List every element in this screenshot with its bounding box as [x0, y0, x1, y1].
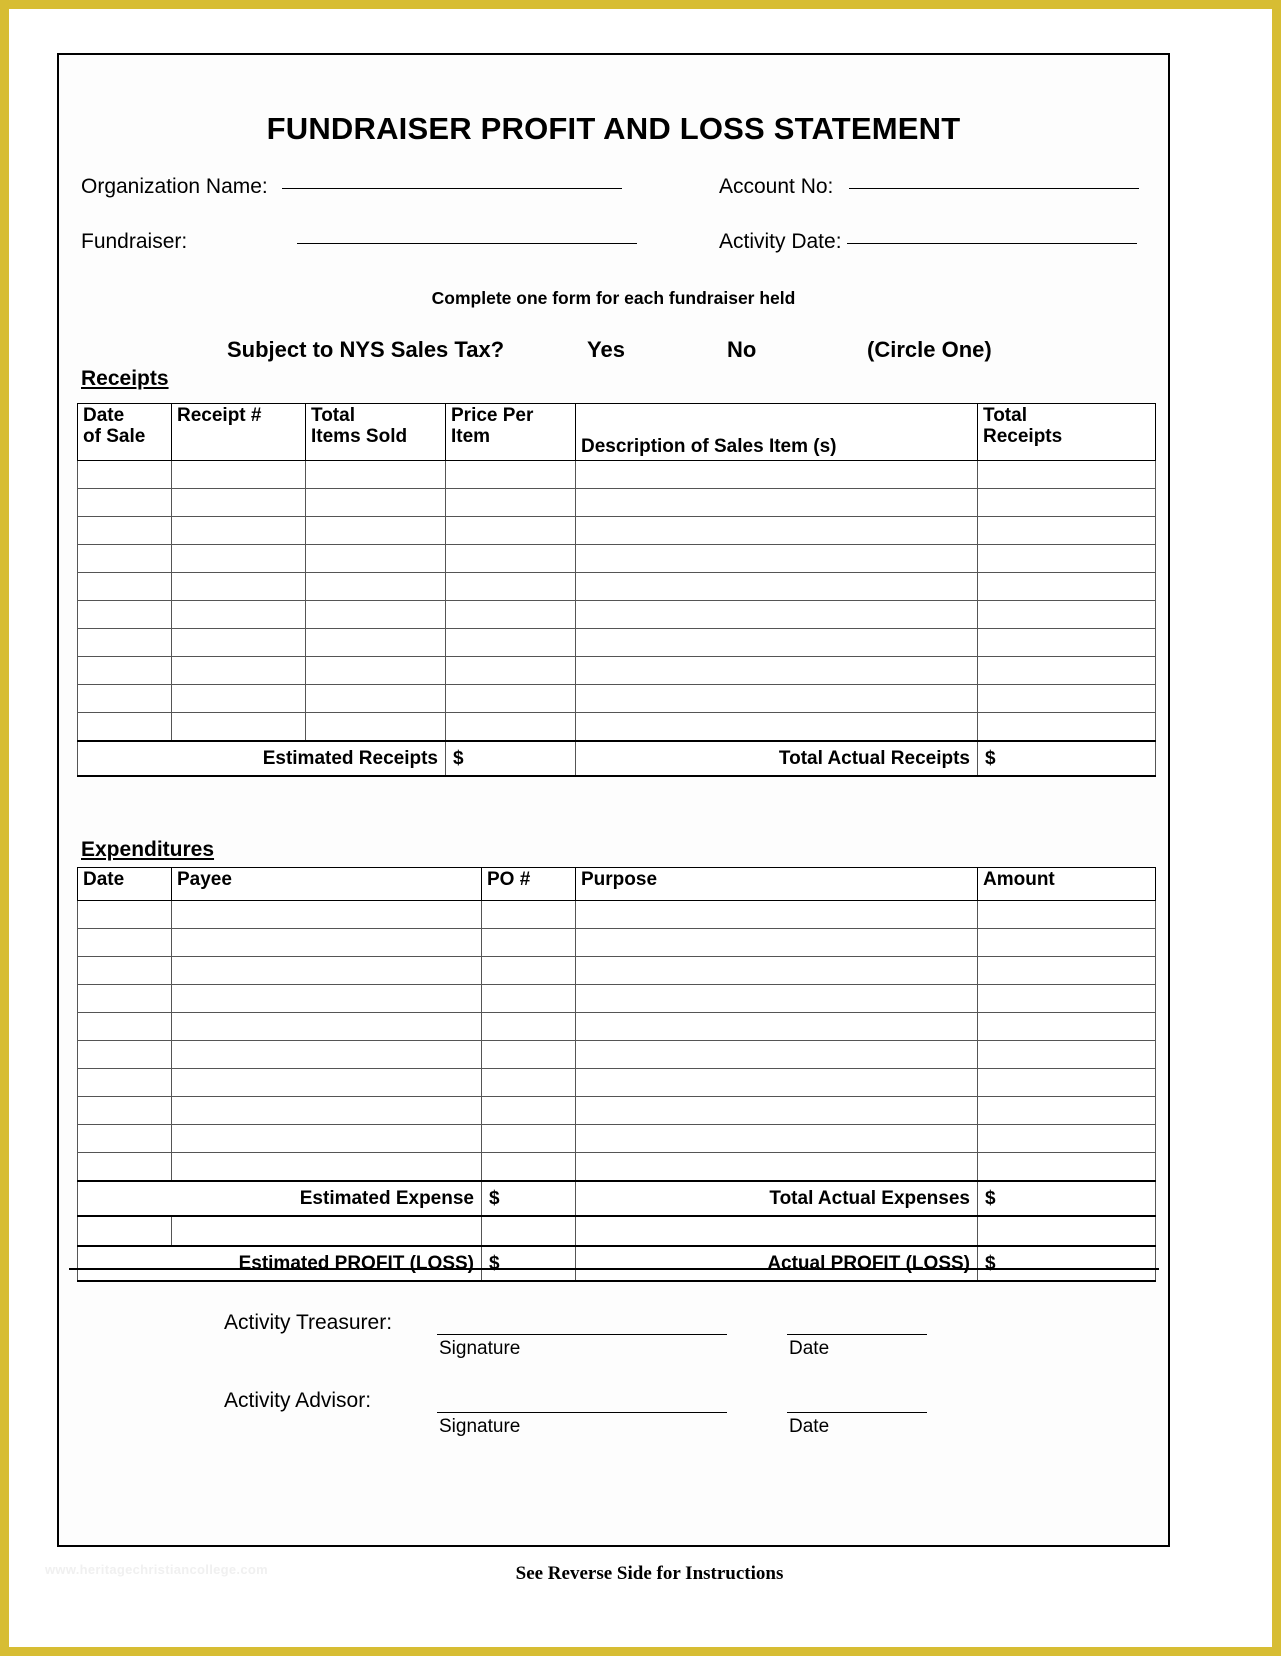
- activity-date-input-rule[interactable]: [847, 243, 1137, 244]
- cell[interactable]: [482, 1013, 576, 1041]
- expenditures-col-purpose: Purpose: [576, 868, 978, 901]
- cell[interactable]: [78, 1069, 172, 1097]
- cell: [172, 1216, 482, 1246]
- estimated-profit-loss-value[interactable]: $: [482, 1246, 576, 1281]
- cell[interactable]: [78, 601, 172, 629]
- cell[interactable]: [482, 1041, 576, 1069]
- cell[interactable]: [576, 713, 978, 742]
- activity-date-label: Activity Date:: [719, 230, 842, 253]
- table-row[interactable]: [78, 461, 1156, 489]
- cell[interactable]: [576, 901, 978, 929]
- estimated-expense-label: Estimated Expense: [78, 1181, 482, 1216]
- receipts-col-description: [576, 404, 978, 461]
- cell[interactable]: [482, 929, 576, 957]
- cell[interactable]: [78, 929, 172, 957]
- estimated-receipts-label: Estimated Receipts: [78, 741, 446, 776]
- cell[interactable]: [306, 657, 446, 685]
- advisor-date-caption: Date: [789, 1416, 830, 1437]
- receipts-section-heading: Receipts: [81, 367, 169, 390]
- table-row[interactable]: [78, 517, 1156, 545]
- cell[interactable]: [306, 461, 446, 489]
- advisor-signature-line[interactable]: [437, 1412, 727, 1413]
- cell[interactable]: [172, 601, 306, 629]
- cell[interactable]: [978, 957, 1156, 985]
- table-row[interactable]: [78, 685, 1156, 713]
- cell[interactable]: [576, 545, 978, 573]
- cell[interactable]: [78, 489, 172, 517]
- estimated-receipts-value[interactable]: $: [446, 741, 576, 776]
- treasurer-label: Activity Treasurer:: [224, 1311, 393, 1334]
- advisor-label: Activity Advisor:: [224, 1389, 372, 1412]
- sales-tax-option-yes[interactable]: Yes: [587, 337, 625, 362]
- cell[interactable]: [576, 1097, 978, 1125]
- cell[interactable]: [576, 657, 978, 685]
- cell[interactable]: [172, 657, 306, 685]
- table-row[interactable]: [78, 1097, 1156, 1125]
- footer-instruction: See Reverse Side for Instructions: [515, 1563, 784, 1584]
- expenditures-table: [77, 867, 1156, 1282]
- cell[interactable]: [172, 1097, 482, 1125]
- cell[interactable]: [978, 929, 1156, 957]
- profit-loss-totals-row: [78, 1246, 1156, 1281]
- cell[interactable]: [576, 957, 978, 985]
- expenditures-col-payee: Payee: [172, 868, 482, 901]
- receipts-col-date-of-sale: [78, 404, 172, 461]
- advisor-date-line[interactable]: [787, 1412, 927, 1413]
- cell[interactable]: [172, 1069, 482, 1097]
- cell[interactable]: [446, 461, 576, 489]
- cell: [78, 1216, 172, 1246]
- receipts-col-receipt-number-line2: Receipt #: [177, 405, 262, 426]
- cell[interactable]: [78, 629, 172, 657]
- cell[interactable]: [978, 657, 1156, 685]
- receipts-col-total-receipts: [978, 404, 1156, 461]
- cell[interactable]: [978, 901, 1156, 929]
- cell[interactable]: [446, 601, 576, 629]
- section-divider: [69, 1268, 1159, 1270]
- cell[interactable]: [446, 685, 576, 713]
- receipts-col-total-receipts-line2: Receipts: [983, 425, 1063, 447]
- cell[interactable]: [172, 1041, 482, 1069]
- expenditures-col-amount: Amount: [978, 868, 1156, 901]
- receipts-col-total-items-sold-line2: Items Sold: [311, 425, 408, 447]
- cell[interactable]: [978, 1125, 1156, 1153]
- account-no-input-rule[interactable]: [849, 188, 1139, 189]
- expenditures-table-header-row: [78, 868, 1156, 901]
- cell[interactable]: [978, 545, 1156, 573]
- cell[interactable]: [78, 1125, 172, 1153]
- cell[interactable]: [576, 1153, 978, 1182]
- receipts-col-date-of-sale-line2: of Sale: [83, 425, 146, 447]
- estimated-profit-loss-label: Estimated PROFIT (LOSS): [78, 1246, 482, 1281]
- account-no-field[interactable]: [719, 175, 1139, 199]
- cell: [576, 1216, 978, 1246]
- cell[interactable]: [978, 517, 1156, 545]
- sales-tax-option-no[interactable]: No: [727, 337, 757, 362]
- total-actual-receipts-value[interactable]: $: [978, 741, 1156, 776]
- cell[interactable]: [576, 489, 978, 517]
- total-actual-expenses-value[interactable]: $: [978, 1181, 1156, 1216]
- expenditures-col-date: Date: [78, 868, 172, 901]
- receipts-col-total-items-sold-line1: Total: [311, 405, 355, 426]
- cell[interactable]: [576, 1125, 978, 1153]
- total-actual-receipts-label: Total Actual Receipts: [576, 741, 978, 776]
- table-row[interactable]: [78, 601, 1156, 629]
- fundraiser-label: Fundraiser:: [81, 230, 188, 253]
- cell[interactable]: [172, 713, 306, 742]
- cell[interactable]: [978, 713, 1156, 742]
- receipts-col-price-per-item-line2: Item: [451, 425, 491, 447]
- estimated-expense-value[interactable]: $: [482, 1181, 576, 1216]
- cell[interactable]: [172, 1125, 482, 1153]
- cell[interactable]: [306, 573, 446, 601]
- cell[interactable]: [306, 489, 446, 517]
- cell[interactable]: [172, 1013, 482, 1041]
- cell[interactable]: [978, 1041, 1156, 1069]
- receipts-col-total-items-sold: [306, 404, 446, 461]
- treasurer-date-line[interactable]: [787, 1334, 927, 1335]
- cell[interactable]: [446, 573, 576, 601]
- cell[interactable]: [306, 629, 446, 657]
- expenses-totals-row: [78, 1181, 1156, 1216]
- table-row[interactable]: [78, 1069, 1156, 1097]
- cell[interactable]: [482, 957, 576, 985]
- form-note: Complete one form for each fundraiser held: [431, 288, 796, 308]
- cell[interactable]: [172, 901, 482, 929]
- cell[interactable]: [446, 713, 576, 742]
- cell[interactable]: [306, 713, 446, 742]
- cell[interactable]: [576, 929, 978, 957]
- organization-name-input-rule[interactable]: [282, 188, 622, 189]
- cell[interactable]: [306, 685, 446, 713]
- table-row[interactable]: [78, 957, 1156, 985]
- organization-name-label: Organization Name:: [81, 175, 268, 198]
- cell[interactable]: [306, 545, 446, 573]
- cell[interactable]: [78, 685, 172, 713]
- table-row[interactable]: [78, 657, 1156, 685]
- receipts-col-price-per-item: [446, 404, 576, 461]
- table-row[interactable]: [78, 901, 1156, 929]
- expenditures-section-heading: Expenditures: [81, 838, 215, 861]
- cell[interactable]: [172, 1153, 482, 1182]
- cell[interactable]: [576, 685, 978, 713]
- spacer-row: [78, 1216, 1156, 1246]
- cell[interactable]: [172, 461, 306, 489]
- receipts-col-price-per-item-line1: Price Per: [451, 405, 534, 426]
- cell[interactable]: [78, 517, 172, 545]
- table-row[interactable]: [78, 545, 1156, 573]
- table-row[interactable]: [78, 573, 1156, 601]
- treasurer-signature-line[interactable]: [437, 1334, 727, 1335]
- cell[interactable]: [978, 461, 1156, 489]
- table-row[interactable]: [78, 1041, 1156, 1069]
- cell[interactable]: [446, 489, 576, 517]
- receipts-totals-row: [78, 741, 1156, 776]
- table-row[interactable]: [78, 489, 1156, 517]
- cell[interactable]: [482, 985, 576, 1013]
- cell[interactable]: [78, 1013, 172, 1041]
- table-row[interactable]: [78, 629, 1156, 657]
- cell[interactable]: [576, 573, 978, 601]
- cell[interactable]: [978, 985, 1156, 1013]
- fundraiser-input-rule[interactable]: [297, 243, 637, 244]
- watermark-text: www.heritagechristiancollege.com: [45, 1562, 268, 1577]
- table-row[interactable]: [78, 1125, 1156, 1153]
- cell[interactable]: [172, 985, 482, 1013]
- cell[interactable]: [576, 517, 978, 545]
- receipts-table-header-row: [78, 404, 1156, 461]
- table-row[interactable]: [78, 929, 1156, 957]
- cell[interactable]: [482, 901, 576, 929]
- cell[interactable]: [78, 1153, 172, 1182]
- actual-profit-loss-label: Actual PROFIT (LOSS): [576, 1246, 978, 1281]
- cell[interactable]: [78, 901, 172, 929]
- receipts-col-receipt-number: [172, 404, 306, 461]
- cell[interactable]: [576, 1069, 978, 1097]
- cell[interactable]: [172, 573, 306, 601]
- table-row[interactable]: [78, 1013, 1156, 1041]
- cell[interactable]: [482, 1153, 576, 1182]
- cell[interactable]: [978, 1153, 1156, 1182]
- cell[interactable]: [172, 929, 482, 957]
- cell: [482, 1216, 576, 1246]
- cell[interactable]: [78, 713, 172, 742]
- cell[interactable]: [576, 461, 978, 489]
- total-actual-expenses-label: Total Actual Expenses: [576, 1181, 978, 1216]
- cell[interactable]: [78, 1097, 172, 1125]
- advisor-signature-caption: Signature: [439, 1416, 521, 1437]
- cell[interactable]: [172, 517, 306, 545]
- cell[interactable]: [172, 629, 306, 657]
- cell[interactable]: [576, 629, 978, 657]
- cell[interactable]: [576, 985, 978, 1013]
- cell[interactable]: [978, 685, 1156, 713]
- cell[interactable]: [78, 461, 172, 489]
- cell[interactable]: [78, 573, 172, 601]
- cell[interactable]: [172, 685, 306, 713]
- cell[interactable]: [978, 1013, 1156, 1041]
- cell[interactable]: [78, 957, 172, 985]
- cell[interactable]: [978, 601, 1156, 629]
- cell[interactable]: [78, 657, 172, 685]
- cell[interactable]: [78, 985, 172, 1013]
- cell[interactable]: [446, 629, 576, 657]
- cell[interactable]: [306, 601, 446, 629]
- receipts-col-total-receipts-line1: Total: [983, 405, 1027, 426]
- receipts-col-description-line2: Description of Sales Item (s): [581, 436, 837, 458]
- cell[interactable]: [172, 957, 482, 985]
- treasurer-signature-caption: Signature: [439, 1338, 521, 1359]
- cell[interactable]: [446, 517, 576, 545]
- cell[interactable]: [576, 1041, 978, 1069]
- sales-tax-question-label: Subject to NYS Sales Tax?: [227, 337, 505, 362]
- cell[interactable]: [482, 1069, 576, 1097]
- table-row[interactable]: [78, 1153, 1156, 1182]
- fundraiser-field[interactable]: [81, 230, 637, 254]
- expenditures-col-po-number: PO #: [482, 868, 576, 901]
- cell[interactable]: [978, 573, 1156, 601]
- actual-profit-loss-value[interactable]: $: [978, 1246, 1156, 1281]
- treasurer-date-caption: Date: [789, 1338, 830, 1359]
- cell[interactable]: [978, 489, 1156, 517]
- cell[interactable]: [78, 545, 172, 573]
- receipts-table: [77, 403, 1156, 777]
- cell[interactable]: [172, 545, 306, 573]
- cell[interactable]: [482, 1125, 576, 1153]
- table-row[interactable]: [78, 713, 1156, 742]
- organization-name-field[interactable]: [81, 175, 622, 199]
- page-title: FUNDRAISER PROFIT AND LOSS STATEMENT: [266, 111, 961, 146]
- activity-date-field[interactable]: [719, 230, 1137, 254]
- cell[interactable]: [978, 629, 1156, 657]
- receipts-col-date-of-sale-line1: Date: [83, 405, 125, 426]
- cell[interactable]: [78, 1041, 172, 1069]
- cell[interactable]: [576, 601, 978, 629]
- form-sheet: [57, 53, 1170, 1547]
- cell[interactable]: [978, 1097, 1156, 1125]
- table-row[interactable]: [78, 985, 1156, 1013]
- cell[interactable]: [446, 545, 576, 573]
- cell[interactable]: [446, 657, 576, 685]
- cell[interactable]: [172, 489, 306, 517]
- cell[interactable]: [978, 1069, 1156, 1097]
- cell: [978, 1216, 1156, 1246]
- cell[interactable]: [306, 517, 446, 545]
- account-no-label: Account No:: [719, 175, 834, 198]
- sales-tax-instruction: (Circle One): [867, 337, 992, 362]
- cell[interactable]: [576, 1013, 978, 1041]
- cell[interactable]: [482, 1097, 576, 1125]
